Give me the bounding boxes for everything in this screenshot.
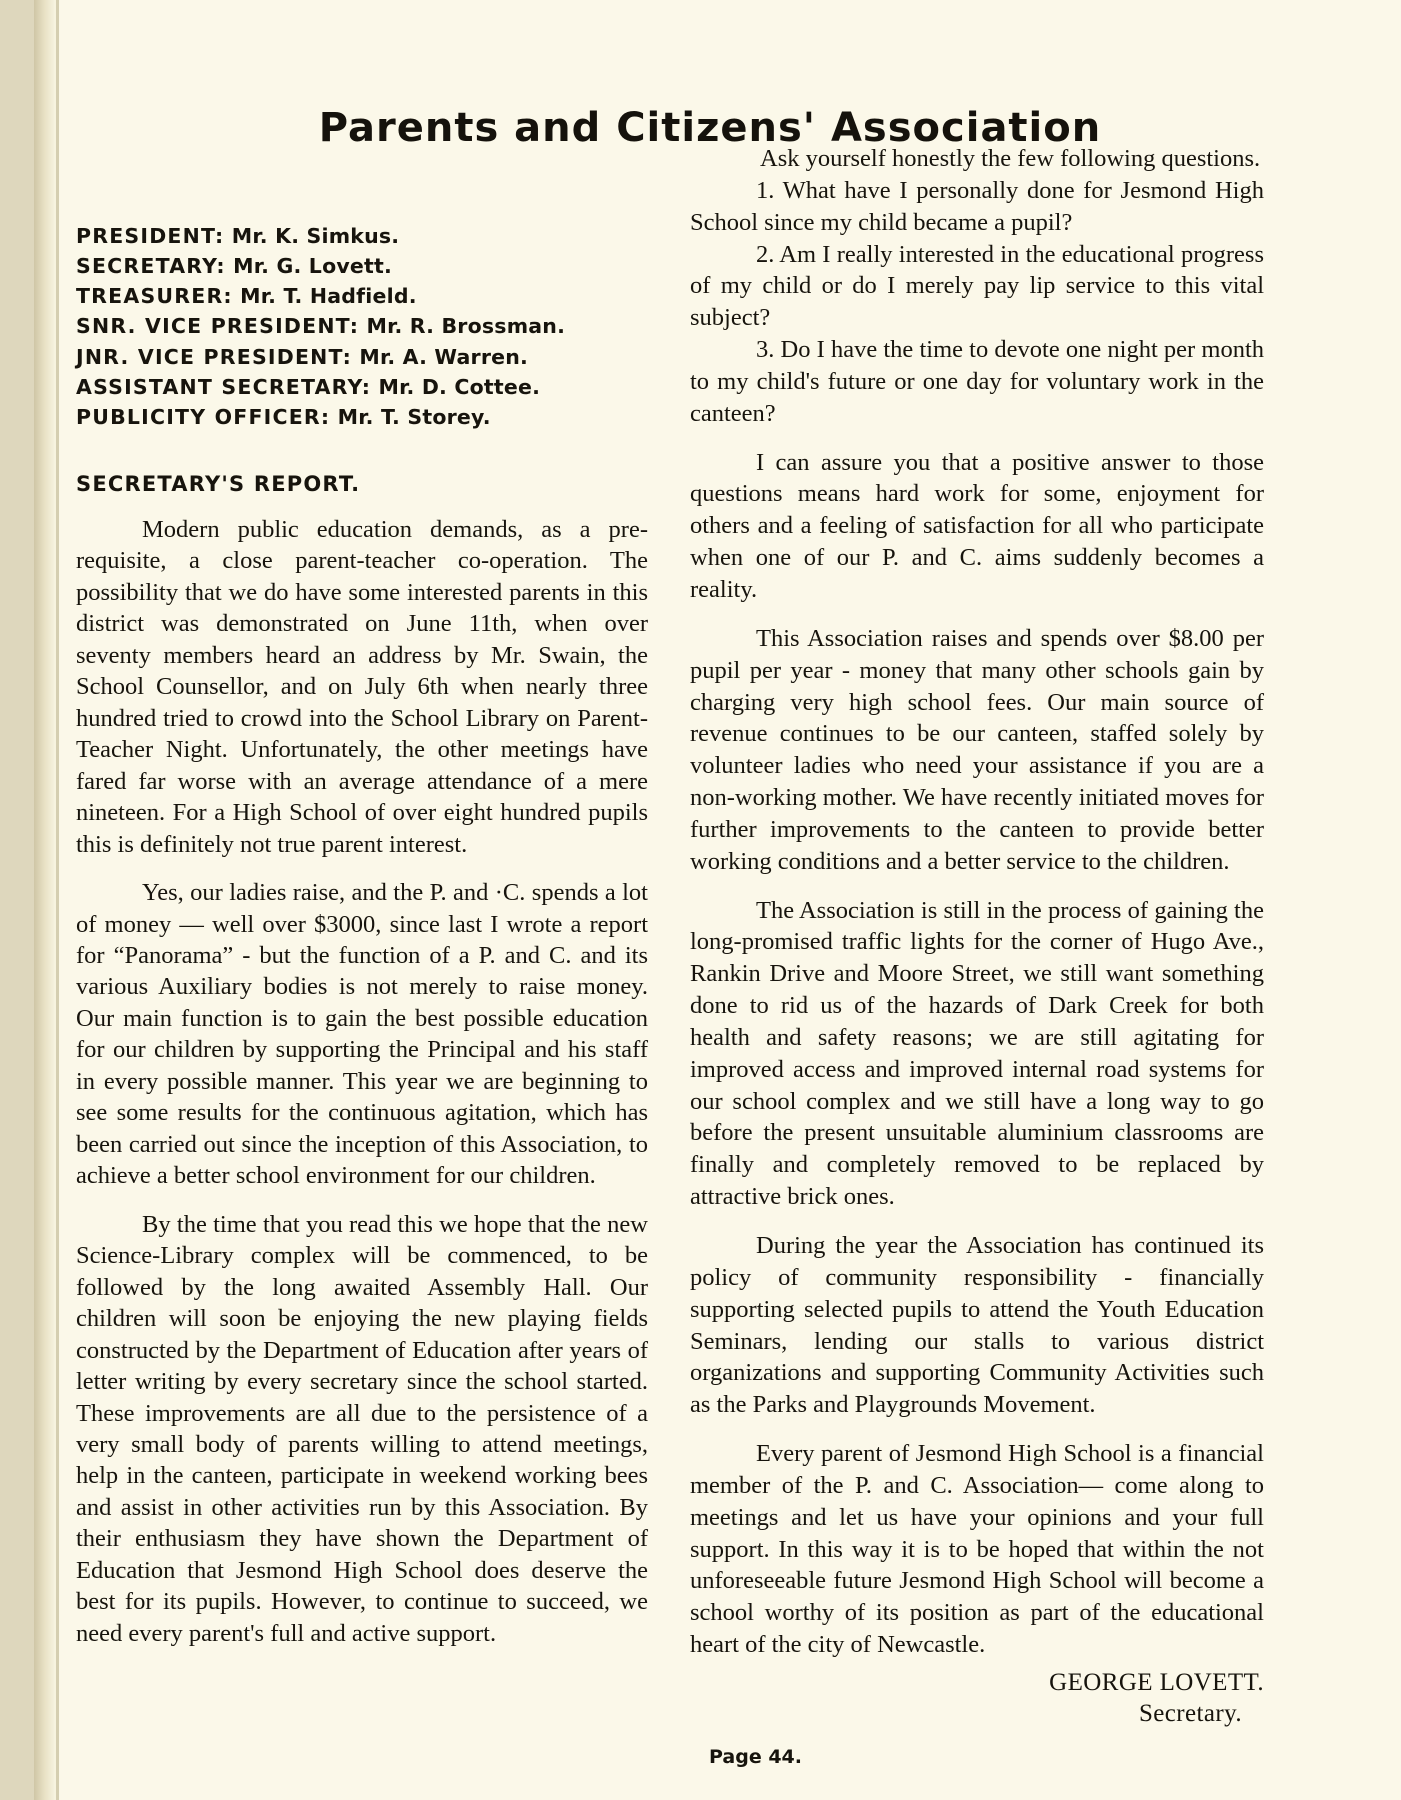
page-number: Page 44. bbox=[709, 1746, 802, 1768]
signature-role: Secretary. bbox=[1138, 1700, 1242, 1728]
right-column bbox=[690, 143, 1264, 1729]
officer-row bbox=[76, 221, 648, 251]
officers-list bbox=[76, 221, 648, 432]
signature-block bbox=[690, 1667, 1264, 1730]
report-paragraph: During the year the Association has continued its policy of community responsibility - financially supporting selected pupils to attend the Youth Education Seminars, lending our stalls to various district organizations and supporting Community Activities such as the Parks and Playgrounds Movement. bbox=[690, 1232, 1264, 1419]
officer-role: SNR. VICE PRESIDENT: bbox=[76, 314, 360, 339]
secretarys-report-heading: SECRETARY'S REPORT. bbox=[76, 471, 361, 496]
officer-row bbox=[76, 342, 648, 372]
report-question: 3. Do I have the time to devote one night per month to my child's future or one day for voluntary work in the canteen? bbox=[690, 336, 1264, 427]
officer-row bbox=[76, 372, 648, 402]
officer-row bbox=[76, 311, 648, 341]
officer-role: ASSISTANT SECRETARY: bbox=[76, 374, 372, 399]
officer-name: Mr. A. Warren. bbox=[359, 344, 529, 369]
officer-role: TREASURER: bbox=[76, 284, 233, 309]
officer-name: Mr. T. Storey. bbox=[337, 404, 491, 429]
page-binding-edge bbox=[0, 0, 34, 1800]
report-paragraph: Every parent of Jesmond High School is a financial member of the P. and C. Association— come along to meetings and let us have your opinions and your full support. In this way it is to be hoped that within the not unforeseeable future Jesmond High School will become a school worthy of its position as part of the educational heart of the city of Newcastle. bbox=[690, 1440, 1264, 1659]
report-intro: Ask yourself honestly the few following questions. bbox=[760, 145, 1261, 172]
officer-name: Mr. G. Lovett. bbox=[233, 254, 393, 279]
report-paragraph: By the time that you read this we hope that the new Science-Library complex will be commenced, to be followed by the long awaited Assembly Hall. Our children will soon be enjoying the new playing fields constructed by the Department of Education after years of letter writing by every secretary since the school started. These improvements are all due to the persistence of a very small body of parents willing to attend meetings, help in the canteen, participate in weekend working bees and assist in other activities run by this Association. By their enthusiasm they have shown the Department of Education that Jesmond High School does deserve the best for its pupils. However, to continue to succeed, we need every parent's full and active support. bbox=[76, 1210, 648, 1647]
officer-name: Mr. D. Cottee. bbox=[378, 374, 541, 399]
report-question: 2. Am I really interested in the educational progress of my child or do I merely pay lip service to this vital subject? bbox=[690, 240, 1264, 332]
officer-row bbox=[76, 281, 648, 311]
report-paragraph: I can assure you that a positive answer to those questions means hard work for some, enjoyment for others and a feeling of satisfaction for all who participate when one of our P. and C. aims suddenly becomes a reality. bbox=[690, 448, 1264, 603]
left-column bbox=[76, 165, 648, 1729]
officer-name: Mr. K. Simkus. bbox=[231, 224, 400, 248]
report-paragraph: The Association is still in the process of gaining the long-promised traffic lights for the corner of Hugo Ave., Rankin Drive and Moore Street, we still want something done to rid us of the hazards of Dark Creek for both health and safety reasons; we are still agitating for improved access and improved internal road systems for our school complex and we still have a long way to go before the present unsuitable aluminium classrooms are finally and completely removed to be replaced by attractive brick ones. bbox=[690, 896, 1264, 1211]
officer-name: Mr. R. Brossman. bbox=[366, 314, 566, 339]
report-question: 1. What have I personally done for Jesmond High School since my child became a pupil? bbox=[690, 176, 1264, 236]
report-paragraph: This Association raises and spends over $8.00 per pupil per year - money that many other schools gain by charging very high school fees. Our main source of revenue continues to be our canteen, staffed solely by volunteer ladies who need your assistance if you are a non-working mother. We have recently initiated moves for further improvements to the canteen to provide better working conditions and a better service to the children. bbox=[690, 624, 1264, 875]
page-content bbox=[76, 105, 1264, 1729]
officer-role: JNR. VICE PRESIDENT: bbox=[76, 344, 352, 369]
officer-row bbox=[76, 251, 648, 281]
officer-name: Mr. T. Hadfield. bbox=[240, 284, 417, 309]
report-paragraph: Modern public education demands, as a pre-requisite, a close parent-teacher co-operation. The possibility that we do have some interested parents in this district was demonstrated on June 11th, when over seventy members heard an address by Mr. Swain, the School Counsellor, and on July 6th when nearly three hundred tried to crowd into the School Library on Parent-Teacher Night. Unfortunately, the other meetings have fared far worse with an average attendance of a mere nineteen. For a High School of over eight hundred pupils this is definitely not true parent interest. bbox=[76, 515, 648, 858]
officer-role: PUBLICITY OFFICER: bbox=[76, 404, 331, 429]
page-title: Parents and Citizens' Association bbox=[318, 105, 1102, 151]
officer-row bbox=[76, 402, 648, 432]
two-column-layout bbox=[76, 145, 1264, 1729]
page-binding-shadow bbox=[34, 0, 54, 1800]
signature-name: GEORGE LOVETT. bbox=[1049, 1668, 1264, 1696]
officer-role: PRESIDENT: bbox=[76, 224, 225, 248]
report-paragraph: Yes, our ladies raise, and the P. and ·C. spends a lot of money — well over $3000, since last I wrote a report for “Panorama” - but the function of a P. and C. and its various Auxiliary bodies is not merely to raise money. Our main function is to gain the best possible education for our children by supporting the Principal and his staff in every possible manner. This year we are beginning to see some results for the continuous agitation, which has been carried out since the inception of this Association, to achieve a better school environment for our children. bbox=[76, 879, 648, 1190]
officer-role: SECRETARY: bbox=[76, 254, 226, 279]
